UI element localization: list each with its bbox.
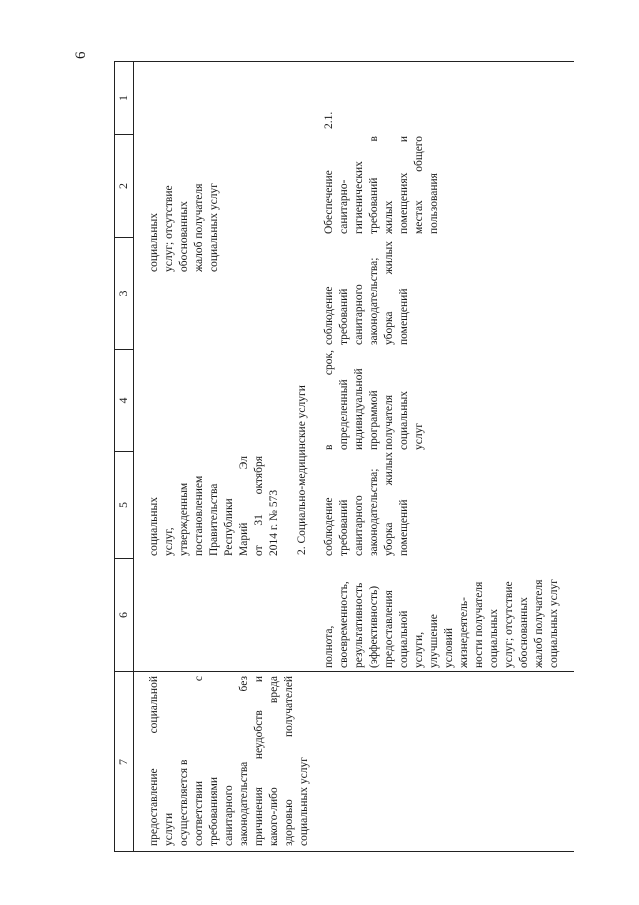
col-num-2: 2 [116, 183, 130, 189]
column-number-row [114, 62, 133, 852]
col7-requirements: предоставление социальной услуги осуществляется в соответствии с требованиями санитарного законодательства без причинения неудобств и какого-либо вреда здоровью получателей социальных услуг [148, 676, 310, 846]
header-bottom-rule [133, 62, 134, 852]
col-num-6: 6 [116, 612, 130, 618]
col-num-7: 7 [116, 759, 130, 765]
row-2-1-col3: соблюдение требований санитарного законодательства; уборка жилых помещений [323, 241, 410, 345]
table-border-left [114, 851, 574, 852]
row-2-1-col6: полнота, своевременность, результативность (эффективность) предоставления социальной услуги, улучшение условий жизнедеятель- ности получателя социальных услуг; отсутствие обоснованных жалоб получателя социальных услуг [323, 579, 560, 668]
col-num-1: 1 [116, 95, 130, 101]
continued-col5: социальных услуг, утвержденным постановлением Правительства Республики Марий Эл от 31 октября 2014 г. № 573 [148, 456, 280, 556]
row-2-1-col4: в срок, определенный индивидуальной программой получателя социальных услуг [323, 350, 425, 450]
col-num-4: 4 [116, 397, 130, 404]
row-2-1-col5: соблюдение требований санитарного законодательства; уборка жилых помещений [323, 452, 410, 556]
col-num-5: 5 [116, 502, 130, 508]
services-table [114, 62, 574, 852]
row-2-1-col2: Обеспечение санитарно- гигиенических требований в жилых помещениях и местах общего пользования [323, 136, 440, 234]
continued-col6: социальных услуг; отсутствие обоснованных жалоб получателя социальных услуг [148, 183, 220, 272]
section-heading: 2. Социально-медицинские услуги [296, 385, 308, 555]
col-num-3: 3 [116, 290, 130, 297]
row-number: 2.1. [323, 111, 335, 129]
table-border-right [114, 61, 574, 62]
page-number: 6 [73, 51, 89, 59]
